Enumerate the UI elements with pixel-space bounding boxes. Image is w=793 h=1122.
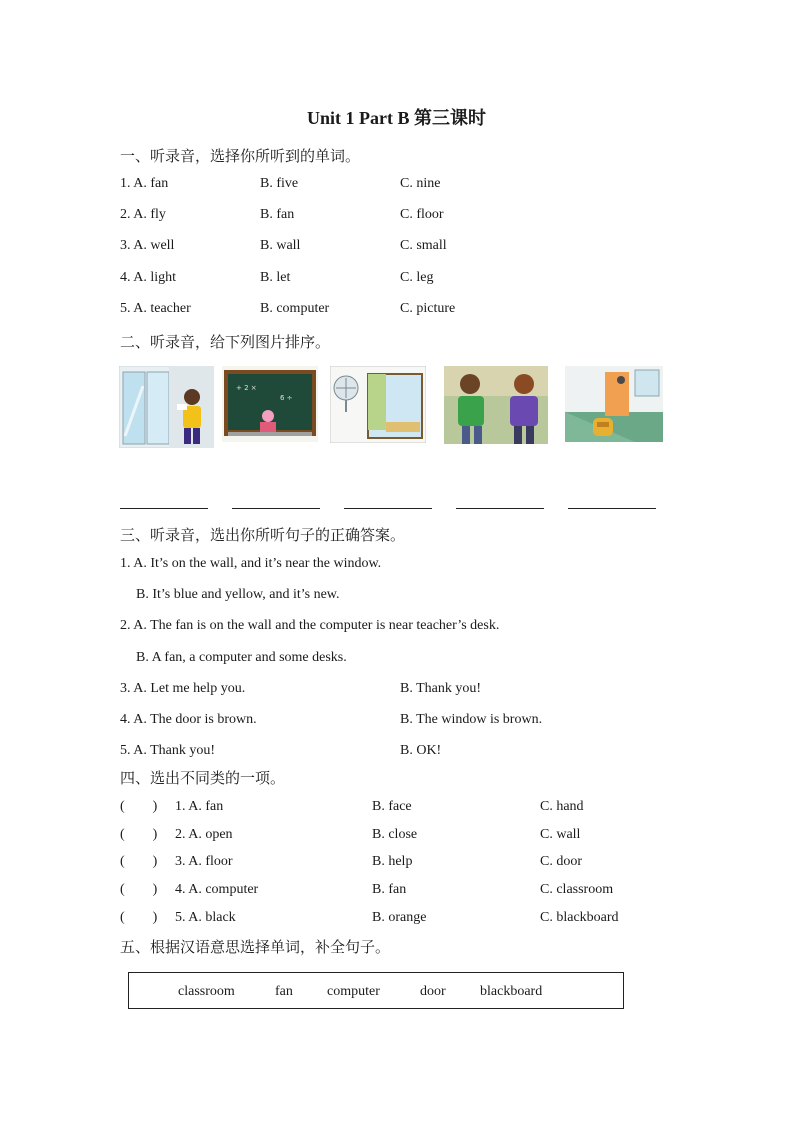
s4-q1-option-c: C. hand (540, 799, 584, 814)
s1-q3-option-c: C. small (400, 238, 447, 253)
s1-q2-option-c: C. floor (400, 207, 444, 222)
s4-q3-option-c: C. door (540, 854, 582, 869)
s3-q2-option-b: B. A fan, a computer and some desks. (136, 650, 347, 665)
s4-q2-option-b: B. close (372, 827, 418, 842)
s3-q4-option-b: B. The window is brown. (400, 712, 543, 727)
picture-window-child (119, 366, 214, 448)
s4-q2-answer-paren[interactable]: ( ) (120, 827, 158, 842)
word-bank-item: classroom (178, 984, 235, 999)
s4-q1-answer-paren[interactable]: ( ) (120, 799, 158, 814)
s3-q5-option-a: 5. A. Thank you! (120, 743, 216, 758)
s1-q1-option-c: C. nine (400, 176, 441, 191)
picture-classroom-bag (565, 366, 663, 442)
s4-q5-option-a: 5. A. black (175, 910, 236, 925)
s1-q5-option-a: 5. A. teacher (120, 301, 191, 316)
answer-blank-4[interactable] (456, 508, 544, 509)
section-3-heading: 三、听录音，选出你所听句子的正确答案。 (120, 528, 406, 544)
s4-q4-option-c: C. classroom (540, 882, 614, 897)
s3-q1-option-a: 1. A. It’s on the wall, and it’s near the window. (120, 556, 382, 571)
page-title: Unit 1 Part B 第三课时 (307, 108, 486, 128)
s1-q3-option-b: B. wall (260, 238, 301, 253)
picture-fan-window (330, 366, 426, 443)
s4-q5-option-b: B. orange (372, 910, 427, 925)
s4-q1-option-a: 1. A. fan (175, 799, 224, 814)
svg-text:+ 2 ×: + 2 × (236, 384, 257, 392)
word-bank-box (128, 972, 624, 1009)
s3-q4-option-a: 4. A. The door is brown. (120, 712, 257, 727)
section-4-heading: 四、选出不同类的一项。 (120, 771, 286, 787)
s4-q4-option-b: B. fan (372, 882, 407, 897)
s1-q1-option-a: 1. A. fan (120, 176, 169, 191)
answer-blank-2[interactable] (232, 508, 320, 509)
word-bank-item: door (420, 984, 446, 999)
s4-q4-option-a: 4. A. computer (175, 882, 259, 897)
answer-blank-1[interactable] (120, 508, 208, 509)
s4-q4-answer-paren[interactable]: ( ) (120, 882, 158, 897)
s4-q5-answer-paren[interactable]: ( ) (120, 910, 158, 925)
picture-two-boys (444, 366, 548, 444)
s1-q4-option-c: C. leg (400, 270, 434, 285)
section-1-heading: 一、听录音，选择你所听到的单词。 (120, 149, 361, 165)
word-bank-item: computer (327, 984, 380, 999)
word-bank-item: fan (275, 984, 293, 999)
s1-q4-option-b: B. let (260, 270, 291, 285)
s3-q5-option-b: B. OK! (400, 743, 442, 758)
s4-q1-option-b: B. face (372, 799, 412, 814)
s1-q5-option-c: C. picture (400, 301, 456, 316)
answer-blank-5[interactable] (568, 508, 656, 509)
s3-q2-option-a: 2. A. The fan is on the wall and the computer is near teacher’s desk. (120, 618, 500, 633)
s4-q3-option-a: 3. A. floor (175, 854, 233, 869)
s4-q3-answer-paren[interactable]: ( ) (120, 854, 158, 869)
s3-q3-option-a: 3. A. Let me help you. (120, 681, 246, 696)
s1-q2-option-a: 2. A. fly (120, 207, 166, 222)
word-bank-item: blackboard (480, 984, 543, 999)
s4-q3-option-b: B. help (372, 854, 413, 869)
answer-blank-3[interactable] (344, 508, 432, 509)
svg-text:6 ÷: 6 ÷ (280, 394, 293, 402)
section-5-heading: 五、根据汉语意思选择单词，补全句子。 (120, 940, 391, 956)
picture-blackboard-child (222, 366, 318, 442)
s1-q4-option-a: 4. A. light (120, 270, 177, 285)
s4-q2-option-a: 2. A. open (175, 827, 233, 842)
section-2-heading: 二、听录音，给下列图片排序。 (120, 335, 331, 351)
s3-q3-option-b: B. Thank you! (400, 681, 482, 696)
s4-q2-option-c: C. wall (540, 827, 581, 842)
s3-q1-option-b: B. It’s blue and yellow, and it’s new. (136, 587, 340, 602)
s1-q5-option-b: B. computer (260, 301, 330, 316)
s1-q2-option-b: B. fan (260, 207, 295, 222)
s1-q3-option-a: 3. A. well (120, 238, 175, 253)
s1-q1-option-b: B. five (260, 176, 299, 191)
s4-q5-option-c: C. blackboard (540, 910, 619, 925)
